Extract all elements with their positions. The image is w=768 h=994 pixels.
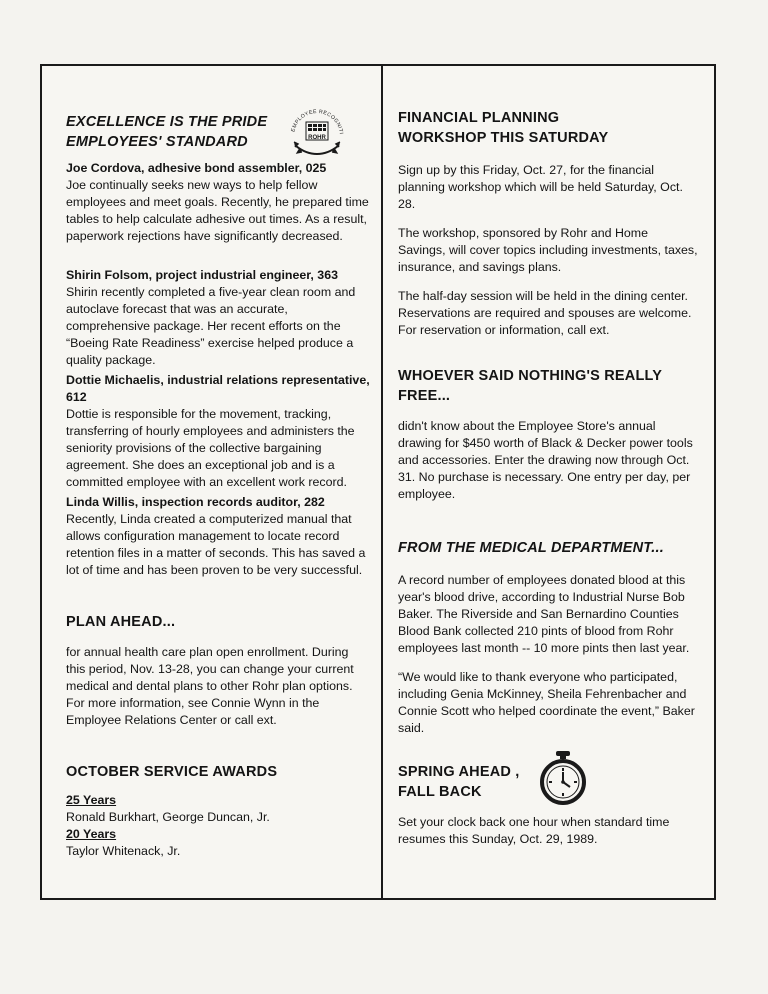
medical-section bbox=[398, 538, 698, 737]
financial-paragraph: The workshop, sponsored by Rohr and Home Savings, will cover topics including investments, taxes, insurance, and savings plans. bbox=[398, 226, 698, 274]
plan-ahead-headline: PLAN AHEAD... bbox=[66, 614, 176, 630]
employee-description: Dottie is responsible for the movement, tracking, transferring of hourly employees and administers the seniority provisions of the collective bargaining agreement. She does an exceptional job and is a committed employee with an excellent work record. bbox=[66, 407, 355, 489]
free-section bbox=[398, 366, 698, 503]
free-headline-line1: WHOEVER SAID NOTHING'S REALLY bbox=[398, 368, 663, 384]
excellence-headline-line2: EMPLOYEES' STANDARD bbox=[66, 134, 248, 150]
newsletter-page bbox=[40, 64, 716, 900]
service-awards-headline: OCTOBER SERVICE AWARDS bbox=[66, 764, 278, 780]
financial-paragraph: The half-day session will be held in the dining center. Reservations are required and spouses are welcome. For reservation or information, call ext. bbox=[398, 289, 692, 337]
spring-body: Set your clock back one hour when standard time resumes this Sunday, Oct. 29, 1989. bbox=[398, 815, 670, 846]
svg-text:EMPLOYEE RECOGNITION: EMPLOYEE RECOGNITI bbox=[290, 108, 344, 135]
employee-name: Linda Willis, inspection records auditor, 282 bbox=[66, 495, 325, 509]
employee-name: Joe Cordova, adhesive bond assembler, 025 bbox=[66, 161, 327, 175]
free-body: didn't know about the Employee Store's annual drawing for $450 worth of Black & Decker power tools and accessories. Enter the drawing now through Oct. 31. No purchase is necessary. One entry per day, per employee. bbox=[398, 419, 693, 501]
clock-icon bbox=[538, 750, 588, 806]
award-group-label: 25 Years bbox=[66, 793, 117, 807]
financial-headline-line2: WORKSHOP THIS SATURDAY bbox=[398, 130, 609, 146]
employee-item bbox=[66, 267, 370, 369]
award-group-names: Ronald Burkhart, George Duncan, Jr. bbox=[66, 810, 270, 824]
employee-item bbox=[66, 160, 370, 245]
financial-paragraph: Sign up by this Friday, Oct. 27, for the financial planning workshop which will be held Saturday, Oct. 28. bbox=[398, 163, 683, 211]
recognition-seal-icon bbox=[282, 102, 352, 166]
medical-paragraph: “We would like to thank everyone who participated, including Genia McKinney, Sheila Fehrenbacher and Connie Scott who helped coordinate the event,” Baker said. bbox=[398, 670, 695, 735]
employee-item bbox=[66, 494, 370, 579]
svg-text:ROHR: ROHR bbox=[308, 135, 326, 141]
medical-paragraph: A record number of employees donated blood at this year's blood drive, according to Industrial Nurse Bob Baker. The Riverside and San Bernardino Counties Blood Bank collected 210 pints of blood from Rohr employees last month -- 10 more pints then last year. bbox=[398, 573, 690, 655]
service-awards-section bbox=[66, 762, 370, 860]
column-divider bbox=[381, 66, 383, 898]
spring-headline-line2: FALL BACK bbox=[398, 784, 482, 800]
employee-name: Shirin Folsom, project industrial engineer, 363 bbox=[66, 268, 338, 282]
financial-headline-line1: FINANCIAL PLANNING bbox=[398, 110, 560, 126]
employee-name: Dottie Michaelis, industrial relations representative, 612 bbox=[66, 373, 370, 404]
plan-ahead-body: for annual health care plan open enrollment. During this period, Nov. 13-28, you can change your current medical and dental plans to other Rohr plan options. For more information, see Connie Wynn in the Employee Relations Center or call ext. bbox=[66, 645, 354, 727]
spring-headline-line1: SPRING AHEAD , bbox=[398, 764, 520, 780]
plan-ahead-section bbox=[66, 612, 370, 729]
employee-description: Shirin recently completed a five-year clean room and autoclave forecast that was an accurate, comprehensive package. Her recent efforts on the “Boeing Rate Readiness” exercise helped produce a quality package. bbox=[66, 285, 356, 367]
medical-headline: FROM THE MEDICAL DEPARTMENT... bbox=[398, 540, 664, 556]
award-group-label: 20 Years bbox=[66, 827, 117, 841]
employee-description: Joe continually seeks new ways to help fellow employees and meet goals. Recently, he prepared time tables to help calculate adhesive out times. As a result, paperwork rejections have significantly decreased. bbox=[66, 178, 369, 243]
free-headline-line2: FREE... bbox=[398, 388, 451, 404]
employee-item bbox=[66, 372, 370, 491]
award-group-names: Taylor Whitenack, Jr. bbox=[66, 844, 181, 858]
financial-section bbox=[398, 108, 698, 339]
excellence-headline-line1: EXCELLENCE IS THE PRIDE bbox=[66, 114, 268, 130]
employee-description: Recently, Linda created a computerized manual that allows configuration management to locate record retention files in a matter of seconds. This has saved a lot of time and has been proven to be very successful. bbox=[66, 512, 366, 577]
